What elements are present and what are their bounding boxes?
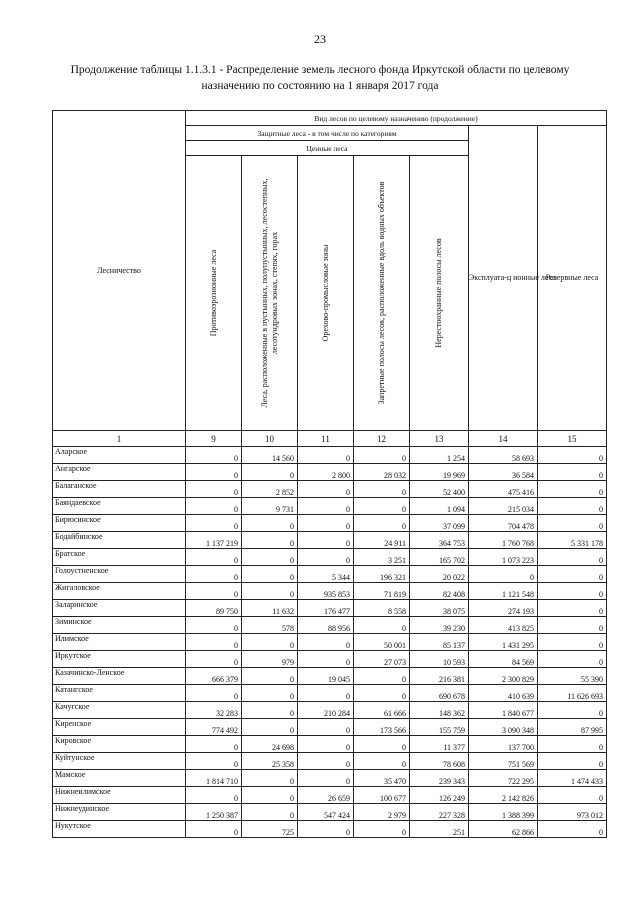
- value-col-14: 475 416: [469, 481, 538, 498]
- forestry-name: Бирюсинское: [53, 515, 186, 532]
- value-col-9: 0: [186, 549, 242, 566]
- value-col-15: 0: [538, 651, 607, 668]
- value-col-14: 58 693: [469, 447, 538, 464]
- value-col-14: 1 840 677: [469, 702, 538, 719]
- table-row: [53, 600, 607, 617]
- value-col-11: 0: [298, 770, 354, 787]
- forestry-name: Балаганское: [53, 481, 186, 498]
- value-col-12: 0: [354, 821, 410, 838]
- value-col-10: 725: [242, 821, 298, 838]
- value-col-11: 0: [298, 719, 354, 736]
- value-col-13: 19 969: [410, 464, 469, 481]
- value-col-11: 0: [298, 498, 354, 515]
- table-row: [53, 566, 607, 583]
- header-col-10-text: Леса, расположенные в пустынных, полупустынных, лесостепных, лесотундровых зонах, степях, горах: [259, 178, 279, 408]
- value-col-10: 25 358: [242, 753, 298, 770]
- value-col-15: 0: [538, 447, 607, 464]
- header-exploitation: Эксплуата-ц ионные леса: [469, 126, 538, 431]
- value-col-10: 0: [242, 549, 298, 566]
- table-row: [53, 804, 607, 821]
- header-reserve: Резервные леса: [538, 126, 607, 431]
- value-col-14: 722 295: [469, 770, 538, 787]
- value-col-15: 5 331 178: [538, 532, 607, 549]
- value-col-13: 239 343: [410, 770, 469, 787]
- value-col-14: 62 866: [469, 821, 538, 838]
- header-col-9-text: Противоэрозионные леса: [208, 249, 218, 337]
- value-col-9: 0: [186, 515, 242, 532]
- value-col-10: 0: [242, 787, 298, 804]
- value-col-9: 774 492: [186, 719, 242, 736]
- forest-land-table: [52, 110, 607, 838]
- forestry-name: Жигаловское: [53, 583, 186, 600]
- value-col-13: 37 099: [410, 515, 469, 532]
- value-col-12: 28 032: [354, 464, 410, 481]
- value-col-11: 26 659: [298, 787, 354, 804]
- value-col-15: 0: [538, 549, 607, 566]
- value-col-13: 20 022: [410, 566, 469, 583]
- table-row: [53, 651, 607, 668]
- value-col-14: 137 700: [469, 736, 538, 753]
- value-col-15: 0: [538, 634, 607, 651]
- table-body: [53, 447, 607, 838]
- value-col-14: 1 760 768: [469, 532, 538, 549]
- value-col-11: 0: [298, 515, 354, 532]
- value-col-14: 410 639: [469, 685, 538, 702]
- value-col-12: 2 979: [354, 804, 410, 821]
- table-row: [53, 481, 607, 498]
- header-valuable: Ценные леса: [186, 141, 469, 156]
- value-col-13: 85 137: [410, 634, 469, 651]
- value-col-12: 0: [354, 447, 410, 464]
- value-col-13: 38 075: [410, 600, 469, 617]
- value-col-10: 0: [242, 668, 298, 685]
- value-col-15: 0: [538, 464, 607, 481]
- forestry-name: Братское: [53, 549, 186, 566]
- value-col-15: 0: [538, 753, 607, 770]
- value-col-15: 55 390: [538, 668, 607, 685]
- column-number: 13: [410, 431, 469, 447]
- value-col-13: 11 377: [410, 736, 469, 753]
- value-col-14: 2 300 829: [469, 668, 538, 685]
- table-row: [53, 787, 607, 804]
- forestry-name: Нижнеудинское: [53, 804, 186, 821]
- value-col-10: 11 632: [242, 600, 298, 617]
- table-row: [53, 702, 607, 719]
- value-col-9: 0: [186, 481, 242, 498]
- value-col-15: 0: [538, 787, 607, 804]
- header-col-13: [410, 156, 469, 431]
- value-col-15: 0: [538, 515, 607, 532]
- forestry-name: Кировское: [53, 736, 186, 753]
- value-col-13: 364 753: [410, 532, 469, 549]
- value-col-15: 0: [538, 736, 607, 753]
- value-col-11: 19 045: [298, 668, 354, 685]
- value-col-11: 0: [298, 651, 354, 668]
- header-col-11-text: Орехово-промысловые зоны: [320, 244, 330, 342]
- value-col-12: 24 911: [354, 532, 410, 549]
- value-col-10: 0: [242, 702, 298, 719]
- value-col-12: 3 251: [354, 549, 410, 566]
- value-col-15: 1 474 433: [538, 770, 607, 787]
- value-col-13: 78 608: [410, 753, 469, 770]
- header-col-9: [186, 156, 242, 431]
- value-col-11: 0: [298, 736, 354, 753]
- value-col-12: 0: [354, 685, 410, 702]
- value-col-9: 1 250 387: [186, 804, 242, 821]
- table-row: [53, 464, 607, 481]
- table-row: [53, 719, 607, 736]
- value-col-13: 1 094: [410, 498, 469, 515]
- forestry-name: Катангское: [53, 685, 186, 702]
- value-col-11: 0: [298, 821, 354, 838]
- value-col-13: 39 230: [410, 617, 469, 634]
- forestry-name: Зиминское: [53, 617, 186, 634]
- value-col-11: 547 424: [298, 804, 354, 821]
- value-col-10: 0: [242, 685, 298, 702]
- value-col-11: 176 477: [298, 600, 354, 617]
- value-col-14: 1 121 548: [469, 583, 538, 600]
- value-col-10: 0: [242, 583, 298, 600]
- value-col-13: 251: [410, 821, 469, 838]
- value-col-9: 0: [186, 583, 242, 600]
- value-col-11: 88 956: [298, 617, 354, 634]
- value-col-13: 82 408: [410, 583, 469, 600]
- value-col-11: 210 284: [298, 702, 354, 719]
- value-col-14: 1 388 399: [469, 804, 538, 821]
- table-row: [53, 549, 607, 566]
- value-col-9: 0: [186, 736, 242, 753]
- column-number: 10: [242, 431, 298, 447]
- value-col-14: 751 569: [469, 753, 538, 770]
- page-number: 23: [314, 32, 326, 46]
- value-col-10: 0: [242, 634, 298, 651]
- value-col-12: 50 001: [354, 634, 410, 651]
- value-col-11: 2 800: [298, 464, 354, 481]
- table-row: [53, 753, 607, 770]
- value-col-9: 0: [186, 464, 242, 481]
- value-col-10: 9 731: [242, 498, 298, 515]
- value-col-9: 0: [186, 651, 242, 668]
- value-col-12: 0: [354, 753, 410, 770]
- value-col-14: 3 090 348: [469, 719, 538, 736]
- value-col-12: 173 566: [354, 719, 410, 736]
- forestry-name: Нукутское: [53, 821, 186, 838]
- value-col-12: 35 470: [354, 770, 410, 787]
- forestry-name: Голоустненское: [53, 566, 186, 583]
- forestry-name: Киренское: [53, 719, 186, 736]
- table-row: [53, 634, 607, 651]
- column-number: 12: [354, 431, 410, 447]
- value-col-9: 32 283: [186, 702, 242, 719]
- value-col-14: 0: [469, 566, 538, 583]
- forestry-name: Иркутское: [53, 651, 186, 668]
- value-col-11: 0: [298, 532, 354, 549]
- value-col-12: 71 819: [354, 583, 410, 600]
- header-forest-type: Вид лесов по целевому назначению (продолжение): [186, 111, 607, 126]
- table-row: [53, 736, 607, 753]
- table-row: [53, 617, 607, 634]
- value-col-12: 27 073: [354, 651, 410, 668]
- value-col-9: 1 814 710: [186, 770, 242, 787]
- forestry-name: Куйтунское: [53, 753, 186, 770]
- column-number: 14: [469, 431, 538, 447]
- value-col-13: 126 249: [410, 787, 469, 804]
- value-col-9: 0: [186, 447, 242, 464]
- value-col-11: 0: [298, 685, 354, 702]
- value-col-11: 0: [298, 753, 354, 770]
- value-col-13: 52 400: [410, 481, 469, 498]
- value-col-10: 0: [242, 532, 298, 549]
- value-col-15: 0: [538, 583, 607, 600]
- table-row: [53, 685, 607, 702]
- value-col-13: 155 759: [410, 719, 469, 736]
- value-col-10: 0: [242, 515, 298, 532]
- table-row: [53, 668, 607, 685]
- value-col-9: 0: [186, 498, 242, 515]
- value-col-13: 148 362: [410, 702, 469, 719]
- header-col-10: [242, 156, 298, 431]
- value-col-14: 274 193: [469, 600, 538, 617]
- table-row: [53, 770, 607, 787]
- table-row: [53, 532, 607, 549]
- value-col-12: 0: [354, 498, 410, 515]
- header-col-12-text: Запретные полосы лесов, расположенные вдоль водных объектов: [376, 181, 386, 405]
- value-col-12: 0: [354, 481, 410, 498]
- forestry-name: Нижнеилимское: [53, 787, 186, 804]
- forestry-name: Илимское: [53, 634, 186, 651]
- value-col-15: 0: [538, 821, 607, 838]
- value-col-14: 215 034: [469, 498, 538, 515]
- value-col-12: 0: [354, 515, 410, 532]
- value-col-10: 0: [242, 719, 298, 736]
- table-caption: Продолжение таблицы 1.1.3.1 - Распределение земель лесного фонда Иркутской области по целевому назначению по состоянию на 1 января 2017 года: [70, 64, 570, 92]
- header-protective: Защитные леса - в том числе по категориям: [186, 126, 469, 141]
- value-col-9: 0: [186, 685, 242, 702]
- value-col-9: 0: [186, 821, 242, 838]
- value-col-11: 0: [298, 549, 354, 566]
- value-col-9: 0: [186, 566, 242, 583]
- table-row: [53, 515, 607, 532]
- forestry-name: Бодайбинское: [53, 532, 186, 549]
- value-col-14: 36 584: [469, 464, 538, 481]
- forestry-name: Аларское: [53, 447, 186, 464]
- value-col-15: 87 995: [538, 719, 607, 736]
- value-col-15: 0: [538, 617, 607, 634]
- value-col-15: 0: [538, 498, 607, 515]
- value-col-12: 61 666: [354, 702, 410, 719]
- forestry-name: Мамское: [53, 770, 186, 787]
- value-col-12: 0: [354, 668, 410, 685]
- column-number: 1: [53, 431, 186, 447]
- value-col-13: 690 678: [410, 685, 469, 702]
- value-col-11: 0: [298, 447, 354, 464]
- value-col-15: 973 012: [538, 804, 607, 821]
- column-number-row: [53, 431, 607, 447]
- value-col-9: 0: [186, 787, 242, 804]
- forestry-name: Баяндаевское: [53, 498, 186, 515]
- value-col-9: 1 137 219: [186, 532, 242, 549]
- header-col-12: [354, 156, 410, 431]
- value-col-14: 1 431 295: [469, 634, 538, 651]
- value-col-14: 704 478: [469, 515, 538, 532]
- value-col-10: 0: [242, 804, 298, 821]
- forestry-name: Заларинское: [53, 600, 186, 617]
- value-col-10: 14 560: [242, 447, 298, 464]
- forestry-name: Качугское: [53, 702, 186, 719]
- value-col-9: 0: [186, 634, 242, 651]
- forestry-name: Казачинско-Ленское: [53, 668, 186, 685]
- table-row: [53, 447, 607, 464]
- forestry-name: Ангарское: [53, 464, 186, 481]
- value-col-14: 84 569: [469, 651, 538, 668]
- value-col-10: 0: [242, 464, 298, 481]
- value-col-15: 0: [538, 566, 607, 583]
- value-col-9: 0: [186, 617, 242, 634]
- value-col-12: 0: [354, 617, 410, 634]
- value-col-11: 0: [298, 481, 354, 498]
- table-row: [53, 498, 607, 515]
- value-col-10: 578: [242, 617, 298, 634]
- value-col-10: 2 852: [242, 481, 298, 498]
- value-col-11: 935 853: [298, 583, 354, 600]
- value-col-9: 0: [186, 753, 242, 770]
- value-col-15: 0: [538, 481, 607, 498]
- value-col-13: 10 593: [410, 651, 469, 668]
- value-col-15: 11 626 693: [538, 685, 607, 702]
- value-col-12: 8 558: [354, 600, 410, 617]
- value-col-15: 0: [538, 702, 607, 719]
- value-col-10: 0: [242, 770, 298, 787]
- value-col-14: 2 142 826: [469, 787, 538, 804]
- value-col-11: 5 344: [298, 566, 354, 583]
- column-number: 9: [186, 431, 242, 447]
- header-forestry: Лесничество: [53, 111, 186, 431]
- table-row: [53, 821, 607, 838]
- value-col-15: 0: [538, 600, 607, 617]
- value-col-14: 1 073 223: [469, 549, 538, 566]
- value-col-13: 216 381: [410, 668, 469, 685]
- value-col-10: 24 698: [242, 736, 298, 753]
- value-col-13: 165 702: [410, 549, 469, 566]
- value-col-12: 0: [354, 736, 410, 753]
- value-col-14: 413 825: [469, 617, 538, 634]
- value-col-10: 979: [242, 651, 298, 668]
- value-col-9: 89 750: [186, 600, 242, 617]
- value-col-10: 0: [242, 566, 298, 583]
- value-col-13: 1 254: [410, 447, 469, 464]
- value-col-12: 100 677: [354, 787, 410, 804]
- value-col-11: 0: [298, 634, 354, 651]
- value-col-13: 227 328: [410, 804, 469, 821]
- column-number: 15: [538, 431, 607, 447]
- value-col-9: 666 379: [186, 668, 242, 685]
- table-row: [53, 583, 607, 600]
- header-col-11: [298, 156, 354, 431]
- column-number: 11: [298, 431, 354, 447]
- header-col-13-text: Нерестоохранные полосы лесов: [434, 238, 443, 348]
- value-col-12: 196 321: [354, 566, 410, 583]
